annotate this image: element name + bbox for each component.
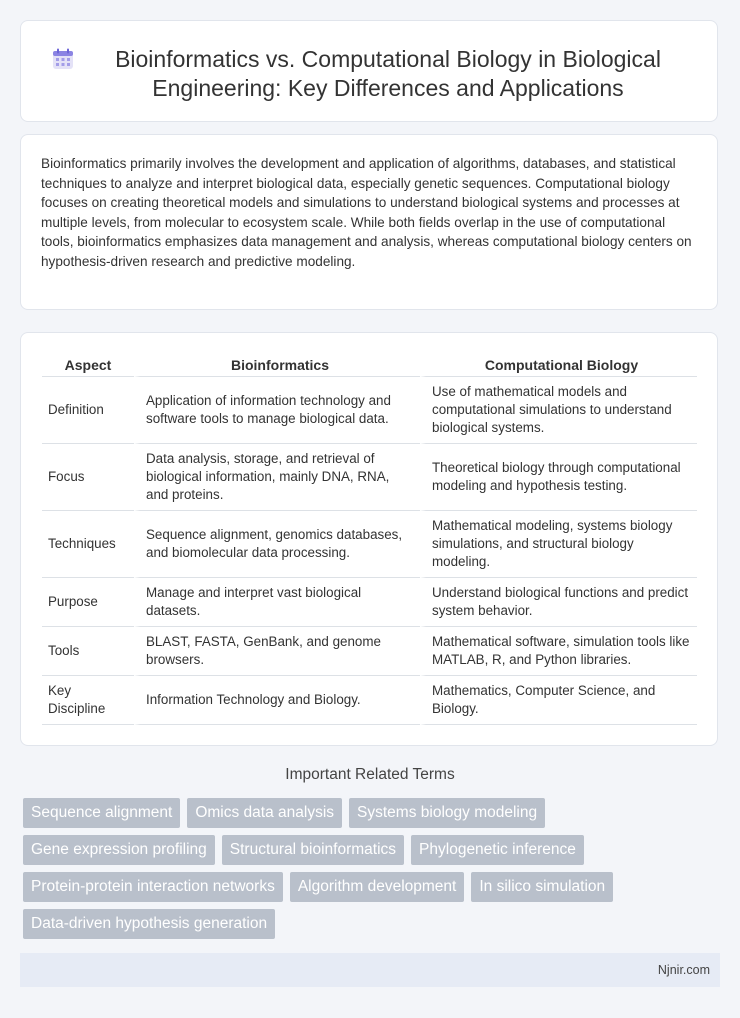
term-tag[interactable]: Systems biology modeling [349,798,545,828]
row-computational-biology: Mathematical software, simulation tools like MATLAB, R, and Python libraries. [420,627,697,676]
row-aspect: Focus [42,444,134,511]
row-computational-biology: Use of mathematical models and computational simulations to understand biological systems. [420,377,697,444]
related-terms-heading: Important Related Terms [285,766,455,783]
row-computational-biology: Understand biological functions and predict system behavior. [420,578,697,627]
row-bioinformatics: Application of information technology and software tools to manage biological data. [134,377,420,444]
row-aspect: Techniques [42,511,134,578]
row-bioinformatics: Data analysis, storage, and retrieval of biological information, mainly DNA, RNA, and proteins. [134,444,420,511]
row-computational-biology: Mathematical modeling, systems biology simulations, and structural biology modeling. [420,511,697,578]
row-computational-biology: Mathematics, Computer Science, and Biology. [420,676,697,725]
term-tag[interactable]: Protein-protein interaction networks [23,872,283,902]
header-computational-biology: Computational Biology [420,354,697,377]
table-row [42,511,697,578]
row-computational-biology: Theoretical biology through computational modeling and hypothesis testing. [420,444,697,511]
term-tag[interactable]: Algorithm development [290,872,465,902]
footer-site-link[interactable]: Njnir.com [657,963,710,977]
row-aspect: Purpose [42,578,134,627]
row-bioinformatics: Manage and interpret vast biological datasets. [134,578,420,627]
term-tag[interactable]: Omics data analysis [187,798,342,828]
term-tag[interactable]: Gene expression profiling [23,835,215,865]
related-terms-list [23,798,703,939]
calendar-grid-icon [51,47,75,71]
table-row [42,578,697,627]
table-row [42,444,697,511]
intro-card [20,134,718,310]
term-tag[interactable]: Structural bioinformatics [222,835,404,865]
row-aspect: Tools [42,627,134,676]
row-bioinformatics: BLAST, FASTA, GenBank, and genome browsers. [134,627,420,676]
header-bioinformatics: Bioinformatics [134,354,420,377]
row-aspect: Key Discipline [42,676,134,725]
comparison-table [42,354,697,725]
term-tag[interactable]: Sequence alignment [23,798,180,828]
header-aspect: Aspect [42,354,134,377]
term-tag[interactable]: In silico simulation [471,872,613,902]
table-row [42,676,697,725]
term-tag[interactable]: Data-driven hypothesis generation [23,909,275,939]
table-header-row [42,354,697,377]
title-card [20,20,718,122]
footer [20,953,720,987]
row-bioinformatics: Information Technology and Biology. [134,676,420,725]
table-row [42,377,697,444]
comparison-card [20,332,718,746]
row-aspect: Definition [42,377,134,444]
page-title: Bioinformatics vs. Computational Biology in Biological Engineering: Key Differences and Applications [115,46,661,101]
intro-paragraph: Bioinformatics primarily involves the development and application of algorithms, databases, and statistical techniques to analyze and interpret biological data, especially genetic sequences. Computational biology focuses on creating theoretical models and simulations to understand biological systems and processes at multiple levels, from molecular to ecosystem scale. While both fields overlap in the use of computational tools, bioinformatics emphasizes data management and analysis, whereas computational biology centers on hypothesis-driven research and predictive modeling. [41,156,692,269]
term-tag[interactable]: Phylogenetic inference [411,835,584,865]
row-bioinformatics: Sequence alignment, genomics databases, and biomolecular data processing. [134,511,420,578]
table-row [42,627,697,676]
